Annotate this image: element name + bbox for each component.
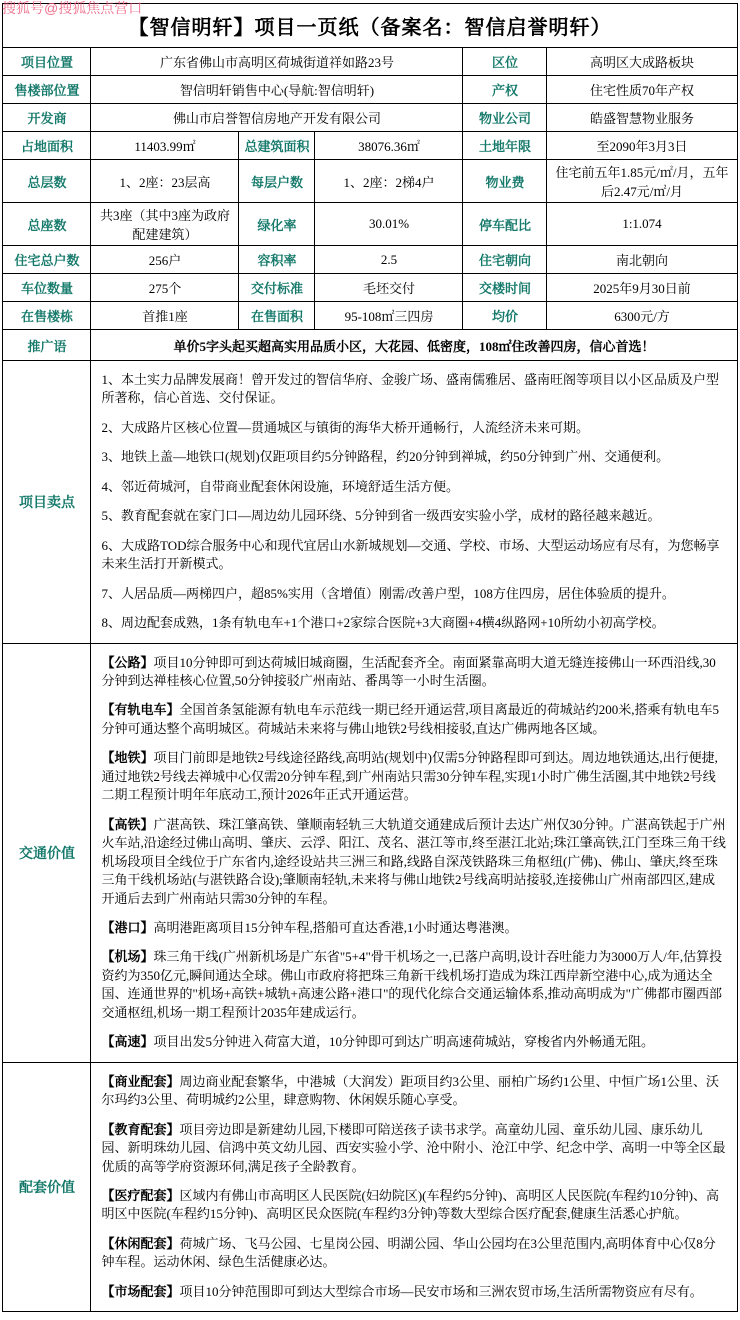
amenity-item xyxy=(101,1235,726,1272)
item-text: 广湛高铁、珠江肇高铁、肇顺南轻轨三大轨道交通建成后预计去达广州仅30分钟。广湛高铁起于广州火车站,沿途经过佛山高明、肇庆、云浮、阳江、茂名、湛江等市,终至湛江北站;珠江肇高铁,江门至珠三角干线机场段项目全线位于广东省内,途经设站共三洲三和路,线路自深茂铁路珠三角枢纽(广佛)、佛山、肇庆,终至珠三角干线机场站(与湛铁路合设);肇顺南轻轨,未来将与佛山地铁2号线高明站接驳,连接佛山广州南部四区,建成开通后去到广州南站只需30分钟的车程。 xyxy=(101,816,726,906)
item-tag: 【休闲配套】 xyxy=(101,1235,180,1251)
item-tag: 【高速】 xyxy=(101,1034,154,1050)
field-label: 住宅总户数 xyxy=(3,246,91,274)
field-label: 交付标准 xyxy=(239,274,315,302)
transport-item xyxy=(101,749,726,804)
item-tag: 【商业配套】 xyxy=(101,1073,180,1089)
sellpoint-item: 2、大成路片区核心位置—贯通城区与镇街的海华大桥开通畅行，人流经济未来可期。 xyxy=(101,419,589,435)
item-tag: 【高铁】 xyxy=(101,816,154,832)
item-text: 全国首条氢能源有轨电车示范线一期已经开通运营,项目离最近的荷城站约200米,搭乘有轨电车5分钟可通达整个高明城区。荷城站未来将与佛山地铁2号线相接驳,直达广佛两地各区域。 xyxy=(101,702,720,736)
item-text: 区域内有佛山市高明区人民医院(妇幼院区)(车程约5分钟)、高明区人民医院(车程约10分钟)、高明区中医院(车程约15分钟)、高明区民众医院(车程约3分钟)等数大型综合医疗配套,健康生活悉心护航。 xyxy=(101,1187,719,1222)
item-tag: 【地铁】 xyxy=(101,750,154,766)
transport-item xyxy=(101,701,726,738)
item-tag: 【有轨电车】 xyxy=(101,702,180,718)
field-value: 256户 xyxy=(91,246,239,274)
item-tag: 【机场】 xyxy=(101,949,154,965)
field-label: 推广语 xyxy=(3,330,91,361)
field-value: 首推1座 xyxy=(91,302,239,330)
field-label: 车位数量 xyxy=(3,274,91,302)
field-value: 广东省佛山市高明区荷城街道祥如路23号 xyxy=(91,48,463,76)
item-text: 项目门前即是地铁2号线途径路线,高明站(规划中)仅需5分钟路程即可到达。周边地铁通达,出行便捷,通过地铁2号线去禅城中心仅需20分钟车程,到广州南站只需30分钟车程,实现1小时广佛生活圈,其中地铁2号线二期工程预计明年年底动工,预计2026年正式开通运营。 xyxy=(101,750,718,803)
item-text: 荷城广场、飞马公园、七星岗公园、明湖公园、华山公园均在3公里范围内,高明体育中心仅8分钟车程。运动休闲、绿色生活健康必达。 xyxy=(101,1235,716,1270)
table-row xyxy=(3,274,737,302)
item-tag: 【医疗配套】 xyxy=(101,1187,180,1203)
section-label-sellpoints: 项目卖点 xyxy=(3,361,91,644)
field-value: 1、2座：23层高 xyxy=(91,160,239,203)
info-table xyxy=(2,3,737,1312)
field-label: 土地年限 xyxy=(463,132,547,160)
field-value: 38076.36㎡ xyxy=(315,132,463,160)
field-value: 275个 xyxy=(91,274,239,302)
field-value: 1:1.074 xyxy=(547,203,737,246)
sellpoints-body xyxy=(91,361,737,644)
field-label: 容积率 xyxy=(239,246,315,274)
sellpoint-item: 3、地铁上盖—地铁口(规划)仅距项目约5分钟路程，约20分钟到禅城，约50分钟到广州、交通便利。 xyxy=(101,449,670,465)
section-label-transport: 交通价值 xyxy=(3,643,91,1062)
amenity-item xyxy=(101,1073,726,1110)
field-value: 11403.99㎡ xyxy=(91,132,239,160)
field-value: 1、2座：2梯4户 xyxy=(315,160,463,203)
field-label: 区位 xyxy=(463,48,547,76)
field-label: 售楼部位置 xyxy=(3,76,91,104)
sellpoint-item: 6、大成路TOD综合服务中心和现代宜居山水新城规划—交通、学校、市场、大型运动场应有尽有，为您畅享未来生活打开新模式。 xyxy=(101,537,720,572)
field-value: 皓盛智慧物业服务 xyxy=(547,104,737,132)
field-value: 住宅前五年1.85元/㎡/月，五年后2.47元/㎡/月 xyxy=(547,160,737,203)
field-label: 物业费 xyxy=(463,160,547,203)
sellpoint-item: 1、本土实力品牌发展商！曾开发过的智信华府、金骏广场、盛南儒雅居、盛南旺阁等项目以小区品质及户型所著称，信心首选、交付保证。 xyxy=(101,372,719,406)
item-tag: 【教育配套】 xyxy=(101,1121,180,1137)
slogan-row xyxy=(3,330,737,361)
field-value: 佛山市启誉智信房地产开发有限公司 xyxy=(91,104,463,132)
page-title: 【智信明轩】项目一页纸（备案名：智信启誉明轩） xyxy=(3,4,737,48)
field-value: 至2090年3月3日 xyxy=(547,132,737,160)
field-label: 总座数 xyxy=(3,203,91,246)
watermark: 搜狐号@搜狐焦点营口 xyxy=(2,0,143,16)
item-text: 项目旁边即是新建幼儿园,下楼即可陪送孩子读书求学。高童幼儿园、童乐幼儿园、康乐幼儿园、新明珠幼儿园、信鸿中英文幼儿园、西安实验小学、沧中附小、沧江中学、纪念中学、高明一中等全区最优质的高等学府资源环伺,满足孩子全龄教育。 xyxy=(101,1121,726,1174)
field-label: 均价 xyxy=(463,302,547,330)
sellpoint-item: 8、周边配套成熟，1条有轨电车+1个港口+2家综合医院+3大商圈+4横4纵路网+10所幼小初高学校。 xyxy=(101,615,665,631)
field-value: 95-108㎡三四房 xyxy=(315,302,463,330)
field-label: 产权 xyxy=(463,76,547,104)
field-label: 项目位置 xyxy=(3,48,91,76)
field-value: 共3座（其中3座为政府配建建筑） xyxy=(91,203,239,246)
table-row xyxy=(3,132,737,160)
sellpoints-row xyxy=(3,361,737,644)
table-row xyxy=(3,302,737,330)
sellpoint-item: 5、教育配套就在家门口—周边幼儿园环绕、5分钟到省一级西安实验小学，成材的路径越来越近。 xyxy=(101,508,661,524)
item-tag: 【港口】 xyxy=(101,919,154,935)
item-text: 项目10分钟范围即可到达大型综合市场—民安市场和三洲农贸市场,生活所需物资应有尽有。 xyxy=(179,1283,703,1299)
field-label: 交楼时间 xyxy=(463,274,547,302)
amenity-row xyxy=(3,1062,737,1312)
field-value: 南北朝向 xyxy=(547,246,737,274)
field-value: 6300元/方 xyxy=(547,302,737,330)
field-value: 30.01% xyxy=(315,203,463,246)
field-value: 智信明轩销售中心(导航:智信明轩) xyxy=(91,76,463,104)
transport-item xyxy=(101,948,726,1022)
table-row xyxy=(3,76,737,104)
transport-item xyxy=(101,1033,726,1051)
field-label: 在售楼栋 xyxy=(3,302,91,330)
table-row xyxy=(3,203,737,246)
item-text: 项目10分钟即可到达荷城旧城商圈，生活配套齐全。南面紧靠高明大道无缝连接佛山一环西沿线,30分钟到达禅桂核心位置,50分钟接驳广州南站、番禺等一小时生活圈。 xyxy=(101,654,716,688)
transport-row xyxy=(3,643,737,1062)
field-value: 高明区大成路板块 xyxy=(547,48,737,76)
item-text: 高明港距离项目15分钟车程,搭船可直达香港,1小时通达粤港澳。 xyxy=(153,919,518,935)
transport-item xyxy=(101,919,726,937)
amenity-body xyxy=(91,1062,737,1312)
sellpoint-item: 4、邻近荷城河，自带商业配套休闲设施，环境舒适生活方便。 xyxy=(101,478,459,494)
item-tag: 【市场配套】 xyxy=(101,1283,180,1299)
field-label: 占地面积 xyxy=(3,132,91,160)
field-label: 物业公司 xyxy=(463,104,547,132)
amenity-item xyxy=(101,1121,726,1176)
field-value: 2025年9月30日前 xyxy=(547,274,737,302)
table-row xyxy=(3,160,737,203)
field-label: 住宅朝向 xyxy=(463,246,547,274)
amenity-item xyxy=(101,1187,726,1224)
field-label: 绿化率 xyxy=(239,203,315,246)
transport-body xyxy=(91,643,737,1062)
item-text: 珠三角干线(广州新机场是广东省"5+4"骨干机场之一,已落户高明,设计吞吐能力为3000万人/年,估算投资约为350亿元,瞬间通达全球。佛山市政府将把珠三角新干线机场打造成为珠江西岸新空港中心,成为通达全国、连通世界的"机场+高铁+城轨+高速公路+港口"的现代化综合交通运输体系,推动高明成为"广佛都市圈西部交通枢纽,机场一期工程预计2035年建成运行。 xyxy=(101,949,723,1020)
field-value: 2.5 xyxy=(315,246,463,274)
field-label: 在售面积 xyxy=(239,302,315,330)
item-tag: 【公路】 xyxy=(101,654,154,670)
field-label: 开发商 xyxy=(3,104,91,132)
slogan-text: 单价5字头起买超高实用品质小区，大花园、低密度，108㎡住改善四房，信心首选！ xyxy=(91,330,737,361)
item-text: 项目出发5分钟进入荷富大道，10分钟即可到达广明高速荷城站，穿梭省内外畅通无阻。 xyxy=(153,1034,655,1050)
sellpoint-item: 7、人居品质—两梯四户，超85%实用（含增值）刚需/改善户型，108方住四房，居住体验质的提升。 xyxy=(101,585,675,601)
field-value: 毛坯交付 xyxy=(315,274,463,302)
field-value: 住宅性质70年产权 xyxy=(547,76,737,104)
field-label: 每层户数 xyxy=(239,160,315,203)
item-text: 周边商业配套繁华，中港城（大润发）距项目约3公里、丽柏广场约1公里、中恒广场1公里、沃尔玛约3公里、荷明城约2公里，肆意购物、休闲娱乐随心享受。 xyxy=(101,1073,720,1108)
transport-item xyxy=(101,816,726,908)
section-label-amenity: 配套价值 xyxy=(3,1062,91,1312)
transport-item xyxy=(101,654,726,691)
field-label: 停车配比 xyxy=(463,203,547,246)
field-label: 总层数 xyxy=(3,160,91,203)
table-row xyxy=(3,48,737,76)
table-row xyxy=(3,104,737,132)
field-label: 总建筑面积 xyxy=(239,132,315,160)
table-row xyxy=(3,246,737,274)
amenity-item xyxy=(101,1283,726,1301)
